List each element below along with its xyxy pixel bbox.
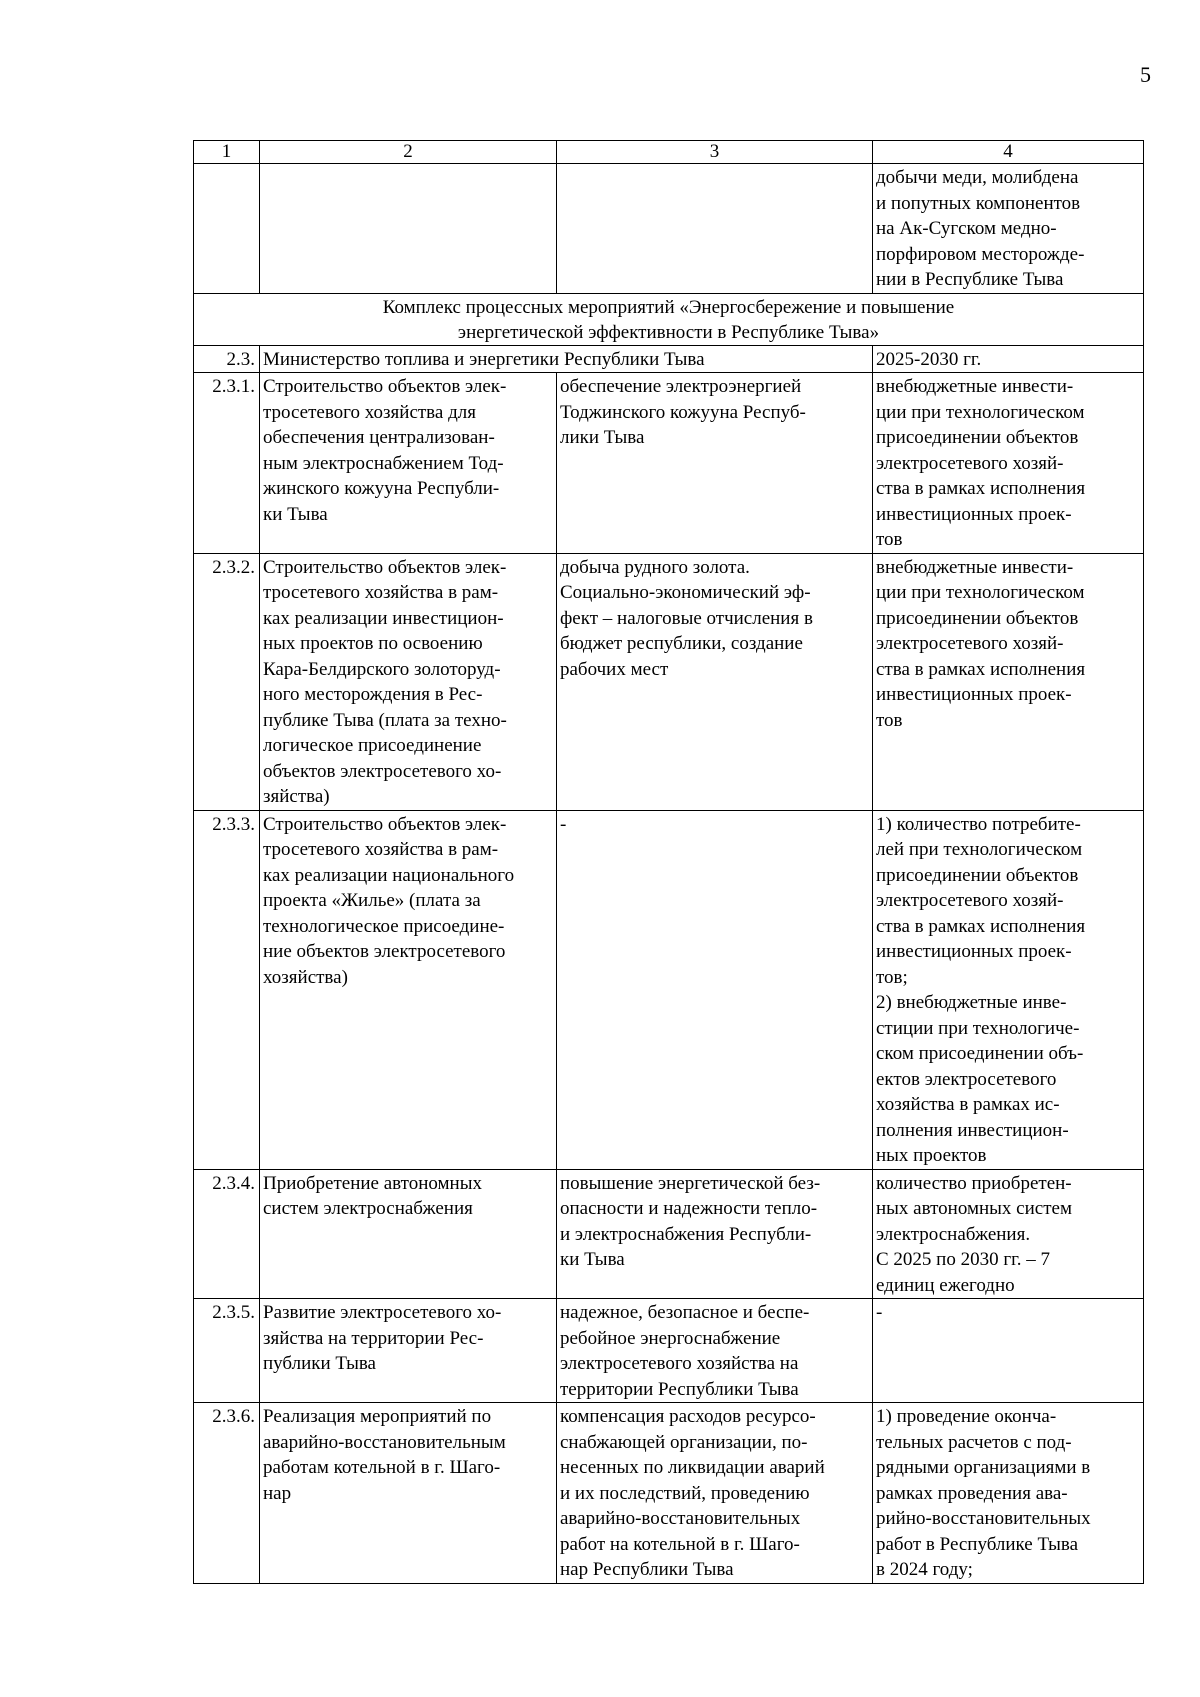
column-numbers-row: [194, 141, 1144, 164]
column-number-1: 1: [194, 141, 260, 164]
section-row: [194, 293, 1144, 345]
indicator-link: -: [873, 1299, 1144, 1403]
page-number: 5: [1140, 62, 1151, 87]
measure-name: Строительство объектов элек- тросетевого хозяйства в рам- ках реализации национального проекта «Жилье» (плата за технологическое присоедине- ние объектов электросетевого хозяйства): [260, 810, 557, 1169]
expected-result: надежное, безопасное и беспе- ребойное энергоснабжение электросетевого хозяйства на территории Республики Тыва: [557, 1299, 873, 1403]
continuation-row: [194, 164, 1144, 294]
measure-name: Строительство объектов элек- тросетевого хозяйства для обеспечения централизован- ным электроснабжением Тод- жинского кожууна Республи- ки Тыва: [260, 373, 557, 554]
measure-name: Реализация мероприятий по аварийно-восстановительным работам котельной в г. Шаго- нар: [260, 1403, 557, 1584]
measure-name: Приобретение автономных систем электроснабжения: [260, 1169, 557, 1299]
table-row: [194, 810, 1144, 1169]
measure-name: [260, 164, 557, 294]
row-number: 2.3.2.: [194, 553, 260, 810]
indicator-link: количество приобретен- ных автономных систем электроснабжения. С 2025 по 2030 гг. – 7 единиц ежегодно: [873, 1169, 1144, 1299]
row-number: 2.3.: [194, 345, 260, 373]
table-row: [194, 553, 1144, 810]
responsible-ministry: Министерство топлива и энергетики Республики Тыва: [260, 345, 873, 373]
row-number: 2.3.4.: [194, 1169, 260, 1299]
indicator-link: добычи меди, молибдена и попутных компонентов на Ак-Сугском медно- порфировом месторожде- нии в Республике Тыва: [873, 164, 1144, 294]
measure-name: Развитие электросетевого хо- зяйства на территории Рес- публики Тыва: [260, 1299, 557, 1403]
table-row: [194, 1403, 1144, 1584]
expected-result: компенсация расходов ресурсо- снабжающей организации, по- несенных по ликвидации аварий и их последствий, проведению аварийно-восстановительных работ на котельной в г. Шаго- нар Республики Тыва: [557, 1403, 873, 1584]
row-number: [194, 164, 260, 294]
indicator-link: 1) количество потребите- лей при технологическом присоединении объектов электросетевого хозяй- ства в рамках исполнения инвестиционных проек- тов; 2) внебюджетные инве- стиции при технологиче- ском присоединении объ- ектов электросетевого хозяйства в рамках ис- полнения инвестицион- ных проектов: [873, 810, 1144, 1169]
table-row: [194, 373, 1144, 554]
indicator-link: 1) проведение оконча- тельных расчетов с под- рядными организациями в рамках проведения ава- рийно-восстановительных работ в Республике Тыва в 2024 году;: [873, 1403, 1144, 1584]
implementation-period: 2025-2030 гг.: [873, 345, 1144, 373]
column-number-2: 2: [260, 141, 557, 164]
measures-table: [193, 140, 1144, 1584]
expected-result: -: [557, 810, 873, 1169]
column-number-4: 4: [873, 141, 1144, 164]
section-title: Комплекс процессных мероприятий «Энергосбережение и повышение энергетической эффективности в Республике Тыва»: [194, 293, 1144, 345]
measure-name: Строительство объектов элек- тросетевого хозяйства в рам- ках реализации инвестицион- ных проектов по освоению Кара-Белдирского золоторуд- ного месторождения в Рес- публике Тыва (плата за техно- логическое присоединение объектов электросетевого хо- зяйства): [260, 553, 557, 810]
ministry-row: [194, 345, 1144, 373]
expected-result: повышение энергетической без- опасности и надежности тепло- и электроснабжения Республи- ки Тыва: [557, 1169, 873, 1299]
table-row: [194, 1169, 1144, 1299]
indicator-link: внебюджетные инвести- ции при технологическом присоединении объектов электросетевого хозяй- ства в рамках исполнения инвестиционных проек- тов: [873, 553, 1144, 810]
expected-result: обеспечение электроэнергией Тоджинского кожууна Респуб- лики Тыва: [557, 373, 873, 554]
table-row: [194, 1299, 1144, 1403]
row-number: 2.3.5.: [194, 1299, 260, 1403]
column-number-3: 3: [557, 141, 873, 164]
row-number: 2.3.1.: [194, 373, 260, 554]
row-number: 2.3.6.: [194, 1403, 260, 1584]
indicator-link: внебюджетные инвести- ции при технологическом присоединении объектов электросетевого хозяй- ства в рамках исполнения инвестиционных проек- тов: [873, 373, 1144, 554]
row-number: 2.3.3.: [194, 810, 260, 1169]
expected-result: добыча рудного золота. Социально-экономический эф- фект – налоговые отчисления в бюджет республики, создание рабочих мест: [557, 553, 873, 810]
expected-result: [557, 164, 873, 294]
